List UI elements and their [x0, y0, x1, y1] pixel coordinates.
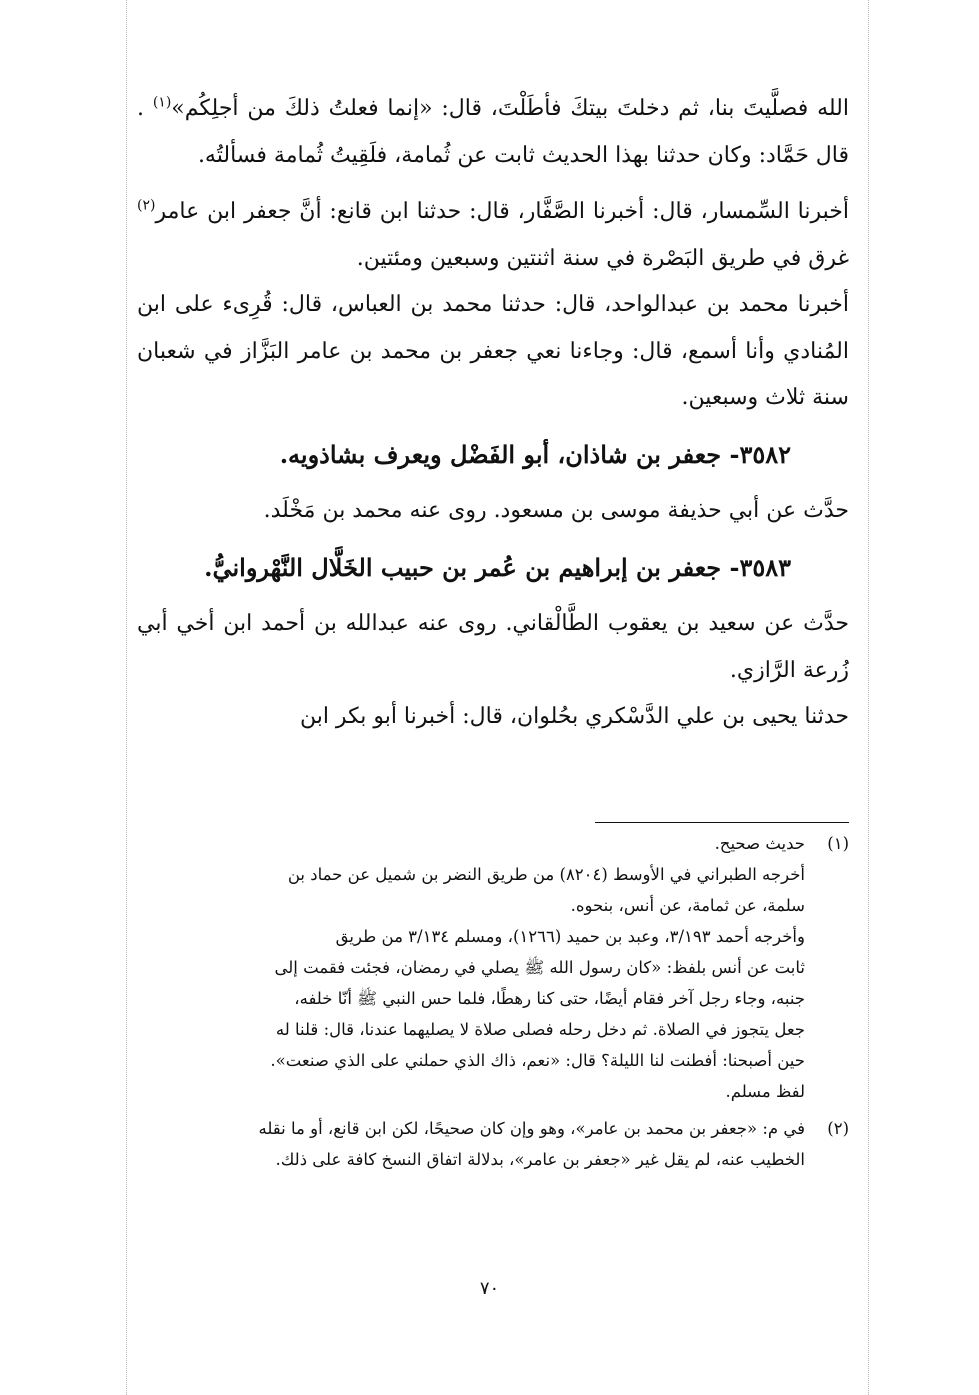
- paragraph: حدَّث عن سعيد بن يعقوب الطَّالْقاني. روى عنه عبدالله بن أحمد ابن أخي أبي زُرعة الرَّازي.: [137, 611, 849, 683]
- footnote-separator: [595, 822, 849, 823]
- scan-margin-dots: [868, 0, 869, 1395]
- footnote-line: سلمة، عن ثمامة، عن أنس، بنحوه.: [570, 896, 805, 915]
- footnote-ref[interactable]: (١): [152, 94, 172, 111]
- entry-heading: ٣٥٨٢- جعفر بن شاذان، أبو الفَضْل ويعرف بشاذويه.: [279, 439, 791, 469]
- footnote: [137, 1113, 849, 1175]
- footnote-line: ثابت عن أنس بلفظ: «كان رسول الله ﷺ يصلي في رمضان، فجئت فقمت إلى: [274, 958, 805, 977]
- footnote-line: وأخرجه أحمد ٣/١٩٣، وعبد بن حميد (١٢٦٦)، ومسلم ٣/١٣٤ من طريق: [335, 927, 805, 946]
- paragraph: حدَّث عن أبي حذيفة موسى بن مسعود. روى عنه محمد بن مَخْلَد.: [263, 498, 849, 523]
- footnote-line: الخطيب عنه، لم يقل غير «جعفر بن عامر»، بدلالة اتفاق النسخ كافة على ذلك.: [275, 1150, 805, 1169]
- paragraph-text: أخبرنا السِّمسار، قال: أخبرنا الصَّفَّار، قال: حدثنا ابن قانع: أنَّ جعفر ابن عامر: [155, 199, 849, 224]
- footnote-ref[interactable]: (٢): [137, 197, 156, 214]
- paragraph-text: . قال حَمَّاد: وكان حدثنا بهذا الحديث ثابت عن ثُمامة، فلَقِيتُ ثُمامة فسألتُه.: [137, 96, 849, 168]
- footnote-line: في م: «جعفر بن محمد بن عامر»، وهو وإن كان صحيحًا، لكن ابن قانع، أو ما نقله: [258, 1119, 805, 1138]
- footnote-line: جعل يتجوز في الصلاة. ثم دخل رحله فصلى صلاة لا يصليهما عندنا، قال: قلنا له: [275, 1020, 805, 1039]
- footnote-line: حديث صحيح.: [714, 834, 805, 853]
- paragraph-text: غرق في طريق البَصْرة في سنة اثنتين وسبعين ومئتين.: [356, 245, 849, 271]
- footnotes: [137, 828, 849, 1175]
- paragraph: حدثنا يحيى بن علي الدَّسْكري بحُلوان، قال: أخبرنا أبو بكر ابن: [299, 704, 849, 729]
- footnote-line: حين أصبحنا: أفطنت لنا الليلة؟ قال: «نعم، ذاك الذي حملني على الذي صنعت».: [270, 1051, 805, 1070]
- footnote-number: (١): [827, 834, 849, 853]
- main-text: [137, 86, 849, 741]
- footnote-line: جنبه، وجاء رجل آخر فقام أيضًا، حتى كنا رهطًا، فلما حس النبي ﷺ أنّا خلفه،: [294, 989, 805, 1008]
- footnote-number: (٢): [827, 1119, 849, 1138]
- paragraph: [137, 86, 849, 179]
- paragraph-text: الله فصلَّيتَ بنا، ثم دخلتَ بيتكَ فأطَلْتَ، قال: «إنما فعلتُ ذلكَ من أجلِكُم»: [171, 96, 849, 121]
- entry-heading: ٣٥٨٣- جعفر بن إبراهيم بن عُمر بن حبيب الخَلَّال النَّهْروانيُّ.: [204, 552, 791, 582]
- paragraph: أخبرنا محمد بن عبدالواحد، قال: حدثنا محمد بن العباس، قال: قُرِىء على ابن المُنادي وأنا أسمع، قال: وجاءنا نعي جعفر بن محمد بن عامر البَزَّاز في شعبان سنة ثلاث وسبعين.: [137, 292, 849, 410]
- paragraph: [137, 189, 849, 282]
- footnote-body: [137, 828, 805, 1107]
- footnote-body: [137, 1113, 805, 1175]
- scan-margin-dots: [126, 0, 127, 1395]
- footnote-line: لفظ مسلم.: [725, 1082, 805, 1101]
- page-number: ٧٠: [479, 1278, 500, 1299]
- footnote-line: أخرجه الطبراني في الأوسط (٨٢٠٤) من طريق النضر بن شميل عن حماد بن: [287, 865, 805, 884]
- footnote: [137, 828, 849, 1107]
